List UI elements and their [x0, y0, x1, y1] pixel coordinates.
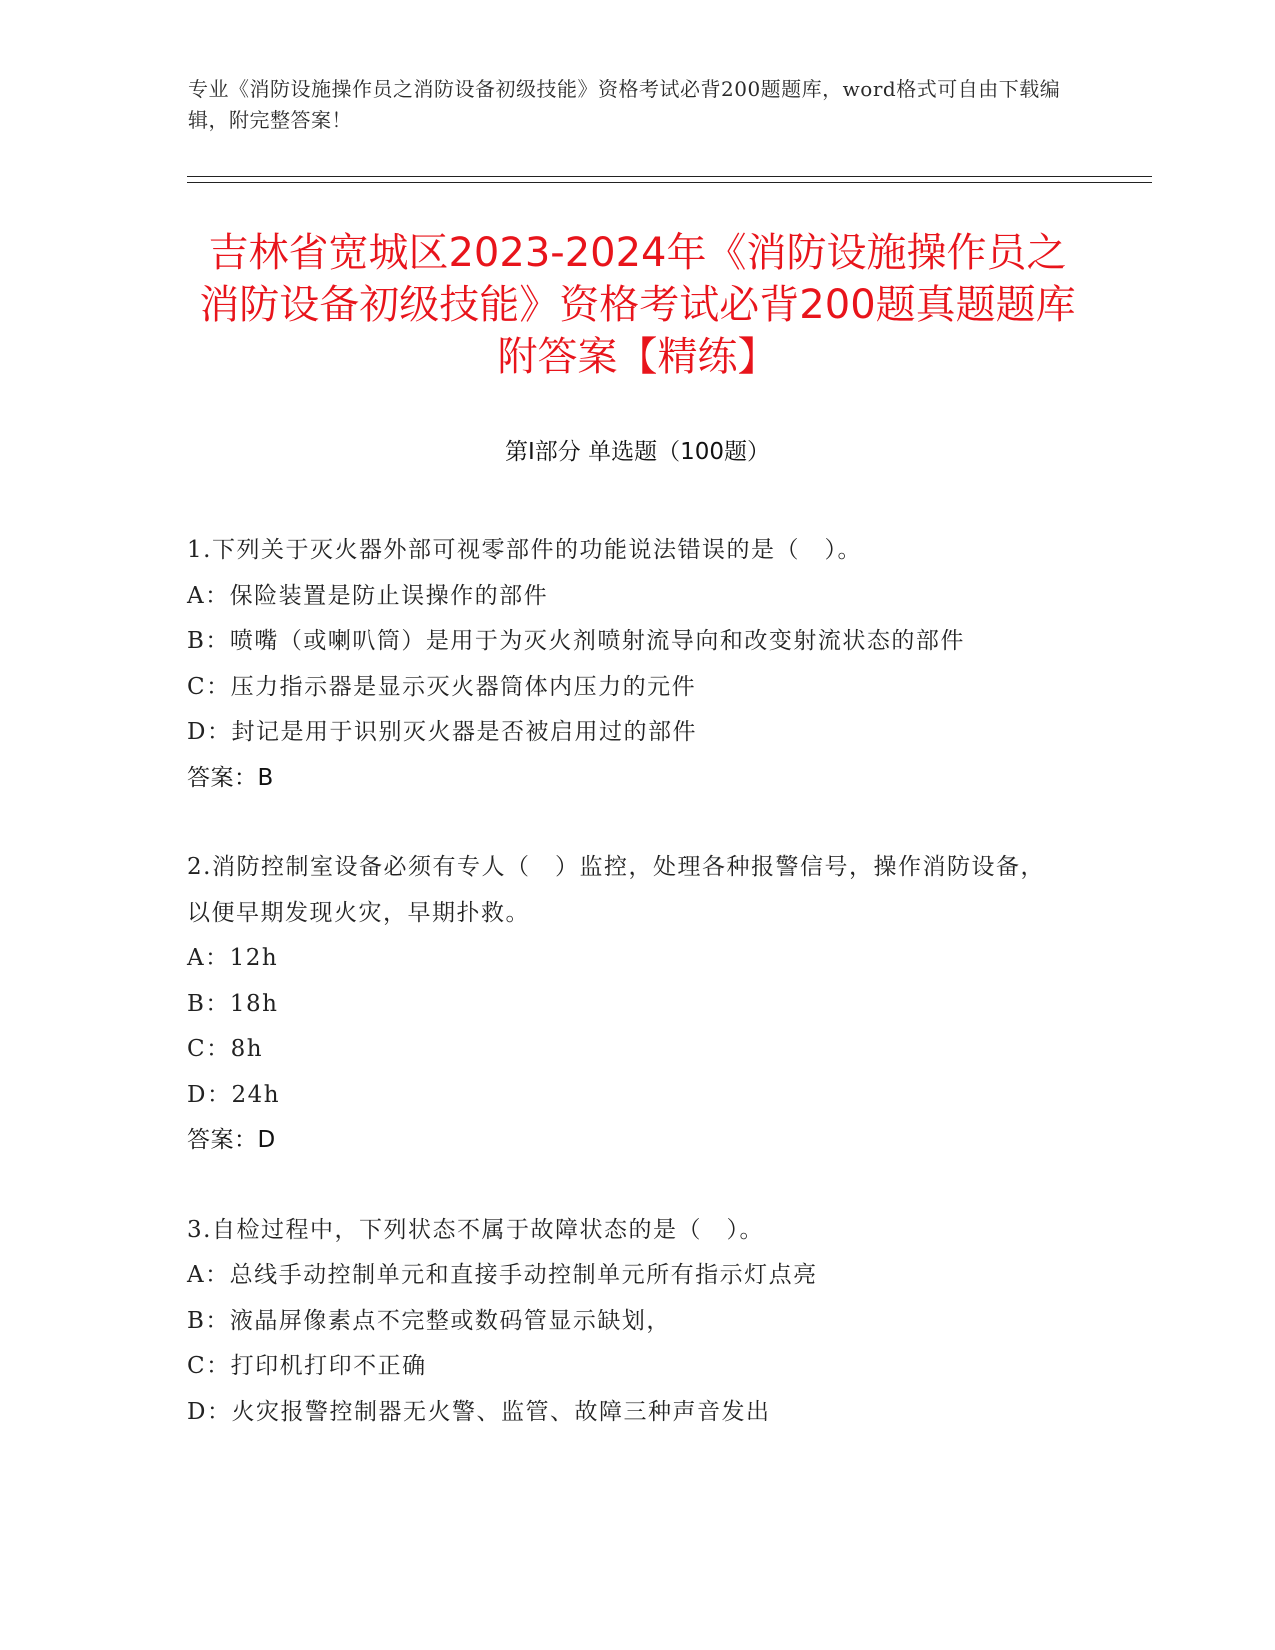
question-3 — [187, 1208, 1067, 1436]
option-d: D：24h — [187, 1081, 281, 1108]
question-stem: 1.下列关于灭火器外部可视零部件的功能说法错误的是（ ）。 — [187, 537, 862, 563]
question-list — [187, 528, 1067, 1479]
option-c: C：8h — [187, 1036, 264, 1062]
section-heading: 第Ⅰ部分 单选题（100题） — [505, 439, 770, 465]
option-a: A：保险装置是防止误操作的部件 — [187, 582, 549, 609]
header-divider-bottom — [187, 182, 1152, 183]
question-stem: 3.自检过程中，下列状态不属于故障状态的是（ ）。 — [187, 1216, 764, 1243]
option-c: C：打印机打印不正确 — [187, 1353, 427, 1379]
header-divider-top — [187, 176, 1152, 177]
question-1 — [187, 528, 1067, 801]
answer-line: 答案：B — [187, 764, 274, 791]
header-note: 专业《消防设施操作员之消防设备初级技能》资格考试必背200题题库，word格式可自由下载编辑，附完整答案！ — [188, 77, 1061, 132]
option-a: A：12h — [187, 945, 279, 971]
option-d: D：封记是用于识别灭火器是否被启用过的部件 — [187, 719, 697, 745]
answer-line: 答案：D — [187, 1127, 276, 1153]
question-stem: 2.消防控制室设备必须有专人（ ）监控，处理各种报警信号，操作消防设备，以便早期发现火灾，早期扑救。 — [187, 854, 1045, 926]
option-b: B：喷嘴（或喇叭筒）是用于为灭火剂喷射流导向和改变射流状态的部件 — [187, 628, 965, 654]
document-title: 吉林省宽城区2023-2024年《消防设施操作员之消防设备初级技能》资格考试必背200题真题题库附答案【精练】 — [199, 230, 1076, 380]
option-a: A：总线手动控制单元和直接手动控制单元所有指示灯点亮 — [187, 1262, 818, 1288]
option-b: B：18h — [187, 990, 279, 1017]
question-2 — [187, 845, 1067, 1164]
option-b: B：液晶屏像素点不完整或数码管显示缺划， — [187, 1307, 671, 1334]
option-d: D：火灾报警控制器无火警、监管、故障三种声音发出 — [187, 1398, 771, 1425]
option-c: C：压力指示器是显示灭火器筒体内压力的元件 — [187, 673, 697, 700]
